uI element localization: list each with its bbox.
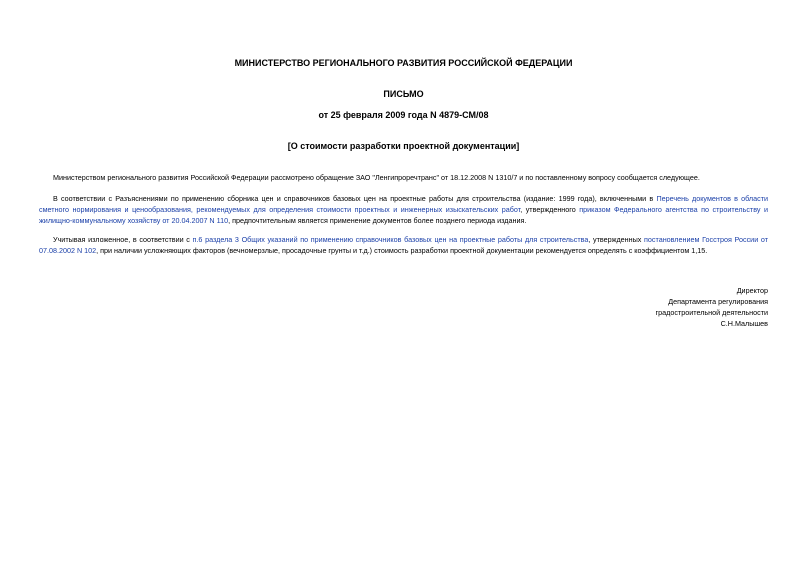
signature-position: Директор <box>736 286 768 295</box>
document-subject: [О стоимости разработки проектной документации] <box>287 141 520 151</box>
paragraph-2 <box>39 193 768 226</box>
document-type: ПИСЬМО <box>383 89 424 99</box>
link-obshchie-ukazaniya[interactable]: п.6 раздела 3 Общих указаний по применению справочников базовых цен на проектные работы для строительства <box>192 235 589 244</box>
signature-department-line-1: Департамента регулирования <box>668 297 768 306</box>
link-postanovlenie-102[interactable]: постановлением Госстроя России от 07.08.2002 N 102 <box>39 235 769 255</box>
link-prikaz-110[interactable]: приказом Федерального агентства по строительству и жилищно-коммунальному хозяйству от 20.04.2007 N 110 <box>39 205 768 225</box>
paragraph-1: Министерством регионального развития Российской Федерации рассмотрено обращение ЗАО "Ленгипроречтранс" от 18.12.2008 N 1310/7 и по поставленному вопросу сообщается следующее. <box>53 173 700 182</box>
paragraph-3 <box>39 234 768 256</box>
paragraph-2-text-3: , предпочтительным является применение документов более позднего периода издания. <box>228 216 527 225</box>
paragraph-3-text-1: Учитывая изложенное, в соответствии с <box>53 235 193 244</box>
ministry-title: МИНИСТЕРСТВО РЕГИОНАЛЬНОГО РАЗВИТИЯ РОССИЙСКОЙ ФЕДЕРАЦИИ <box>234 58 573 68</box>
paragraph-2-text-2: , утвержденного <box>520 205 580 214</box>
paragraph-3-text-2: , утвержденных <box>588 235 644 244</box>
document-date-number: от 25 февраля 2009 года N 4879-СМ/08 <box>318 110 489 120</box>
paragraph-3-text-3: , при наличии усложняющих факторов (вечномерзлые, просадочные грунты и т.д.) стоимость разработки проектной документации рекомендуется определять с коэффициентом 1,15. <box>96 246 708 255</box>
paragraph-2-text-1: В соответствии с Разъяснениями по применению сборника цен и справочников базовых цен на проектные работы для строительства (издание: 1999 года), включенными в <box>53 194 657 203</box>
signature-department-line-2: градостроительной деятельности <box>655 308 768 317</box>
signature-name: С.Н.Малышев <box>720 319 768 328</box>
signature-block <box>656 285 768 329</box>
link-perechen-documentov[interactable]: Перечень документов в области сметного нормирования и ценообразования, рекомендуемых для определения стоимости проектных и инженерных изыскательских работ <box>39 194 768 214</box>
